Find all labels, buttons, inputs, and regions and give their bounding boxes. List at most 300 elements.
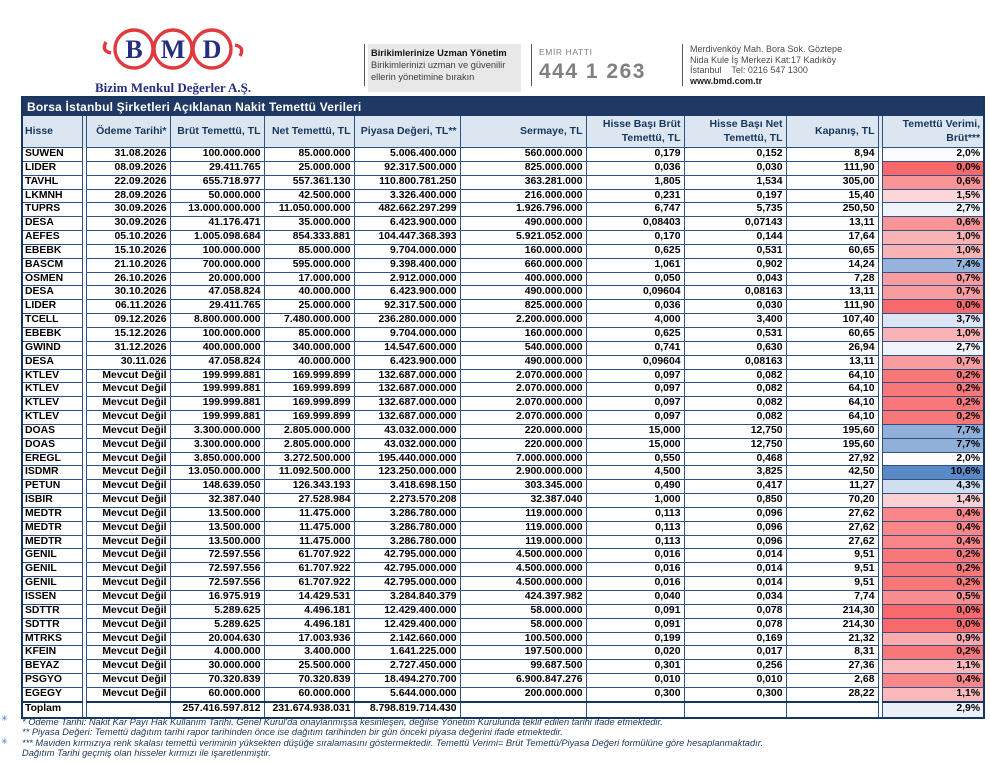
cell-close: 70,20 bbox=[786, 494, 878, 508]
cell-payment-date: 30.09.2026 bbox=[86, 203, 170, 217]
table-row bbox=[22, 383, 984, 397]
cell-ticker: GWIND bbox=[22, 341, 82, 355]
cell-market-cap: 123.250.000.000 bbox=[354, 466, 460, 480]
cell-gross-dividend: 100.000.000 bbox=[170, 244, 264, 258]
cell-gross-per-share: 0,490 bbox=[586, 480, 684, 494]
table-row bbox=[22, 244, 984, 258]
cell-yield: 3,7% bbox=[882, 314, 984, 328]
bmd-logo-icon bbox=[99, 24, 247, 74]
margin-asterisk-icon: ✳ bbox=[1, 714, 8, 723]
cell-capital: 2.070.000.000 bbox=[460, 369, 586, 383]
cell-net-dividend: 35.000.000 bbox=[264, 217, 354, 231]
cell-market-cap: 132.687.000.000 bbox=[354, 383, 460, 397]
cell-ticker: GENIL bbox=[22, 549, 82, 563]
column-header-market-cap: Piyasa Değeri, TL** bbox=[354, 116, 460, 148]
cell-net-dividend: 2.805.000.000 bbox=[264, 438, 354, 452]
cell-ticker: KTLEV bbox=[22, 411, 82, 425]
table-row bbox=[22, 466, 984, 480]
cell-ticker: MEDTR bbox=[22, 507, 82, 521]
cell-net-per-share: 0,014 bbox=[684, 577, 786, 591]
table-title-row bbox=[22, 97, 984, 116]
cell-close: 60,65 bbox=[786, 327, 878, 341]
cell-close: 27,62 bbox=[786, 521, 878, 535]
cell-gross-dividend: 700.000.000 bbox=[170, 258, 264, 272]
cell-yield: 1,0% bbox=[882, 231, 984, 245]
cell-net-per-share: 0,144 bbox=[684, 231, 786, 245]
cell-net-per-share bbox=[684, 702, 786, 718]
cell-ticker: SDTTR bbox=[22, 604, 82, 618]
order-hotline-number: 444 1 263 bbox=[539, 60, 646, 83]
cell-ticker: LIDER bbox=[22, 300, 82, 314]
cell-net-dividend: 60.000.000 bbox=[264, 687, 354, 701]
company-name: Bizim Menkul Değerler A.Ş. bbox=[95, 80, 252, 95]
cell-yield: 10,6% bbox=[882, 466, 984, 480]
cell-net-per-share: 0,08163 bbox=[684, 286, 786, 300]
cell-payment-date: Mevcut Değil bbox=[86, 660, 170, 674]
cell-net-dividend: 42.500.000 bbox=[264, 189, 354, 203]
cell-ticker: GENIL bbox=[22, 577, 82, 591]
cell-gross-dividend: 47.058.824 bbox=[170, 286, 264, 300]
cell-market-cap: 9.398.400.000 bbox=[354, 258, 460, 272]
cell-net-per-share: 0,034 bbox=[684, 591, 786, 605]
cell-gross-per-share: 0,016 bbox=[586, 549, 684, 563]
cell-capital: 4.500.000.000 bbox=[460, 577, 586, 591]
table-row bbox=[22, 577, 984, 591]
cell-gross-per-share: 0,113 bbox=[586, 535, 684, 549]
cell-close: 250,50 bbox=[786, 203, 878, 217]
cell-capital: 490.000.000 bbox=[460, 286, 586, 300]
cell-capital: 119.000.000 bbox=[460, 507, 586, 521]
cell-capital: 160.000.000 bbox=[460, 244, 586, 258]
cell-gross-dividend: 400.000.000 bbox=[170, 341, 264, 355]
cell-market-cap: 2.912.000.000 bbox=[354, 272, 460, 286]
cell-capital: 825.000.000 bbox=[460, 300, 586, 314]
cell-capital: 200.000.000 bbox=[460, 687, 586, 701]
cell-close: 42,50 bbox=[786, 466, 878, 480]
cell-net-dividend: 4.496.181 bbox=[264, 604, 354, 618]
cell-yield: 0,9% bbox=[882, 632, 984, 646]
cell-gross-per-share: 0,113 bbox=[586, 521, 684, 535]
cell-close: 7,28 bbox=[786, 272, 878, 286]
cell-gross-per-share: 0,113 bbox=[586, 507, 684, 521]
cell-net-per-share: 3,400 bbox=[684, 314, 786, 328]
cell-payment-date: 30.09.2026 bbox=[86, 217, 170, 231]
header-divider bbox=[364, 44, 365, 86]
cell-ticker: OSMEN bbox=[22, 272, 82, 286]
table-row bbox=[22, 507, 984, 521]
table-row bbox=[22, 355, 984, 369]
cell-yield: 0,2% bbox=[882, 646, 984, 660]
table-row bbox=[22, 203, 984, 217]
cell-close: 26,94 bbox=[786, 341, 878, 355]
cell-capital: 490.000.000 bbox=[460, 217, 586, 231]
cell-close: 8,31 bbox=[786, 646, 878, 660]
cell-gross-per-share: 6,747 bbox=[586, 203, 684, 217]
cell-ticker: TAVHL bbox=[22, 175, 82, 189]
table-row bbox=[22, 217, 984, 231]
table-row bbox=[22, 341, 984, 355]
cell-net-dividend: 17.000.000 bbox=[264, 272, 354, 286]
cell-capital: 660.000.000 bbox=[460, 258, 586, 272]
table-row bbox=[22, 618, 984, 632]
footnote-line: * Ödeme Tarihi: Nakit Kar Payı Hak Kullanım Tarihi. Genel Kurul'da onaylanmışsa kesinleşen, değilse Yönetim Kurulunda teklif edilen tarihi ifade etmektedir. bbox=[22, 717, 663, 727]
website-link[interactable]: www.bmd.com.tr bbox=[690, 75, 763, 86]
cell-yield: 1,1% bbox=[882, 687, 984, 701]
cell-net-dividend: 3.272.500.000 bbox=[264, 452, 354, 466]
cell-capital: 119.000.000 bbox=[460, 535, 586, 549]
table-row bbox=[22, 411, 984, 425]
cell-payment-date: 31.08.2026 bbox=[86, 148, 170, 162]
cell-capital: 303.345.000 bbox=[460, 480, 586, 494]
cell-market-cap: 14.547.600.000 bbox=[354, 341, 460, 355]
cell-net-dividend: 25.500.000 bbox=[264, 660, 354, 674]
cell-net-dividend: 2.805.000.000 bbox=[264, 424, 354, 438]
table-body bbox=[22, 148, 984, 718]
cell-gross-dividend: 13.000.000.000 bbox=[170, 203, 264, 217]
table-row bbox=[22, 604, 984, 618]
cell-payment-date: 05.10.2026 bbox=[86, 231, 170, 245]
cell-net-per-share: 0,08163 bbox=[684, 355, 786, 369]
address-block bbox=[690, 44, 842, 86]
table-row bbox=[22, 632, 984, 646]
cell-gross-per-share: 0,625 bbox=[586, 244, 684, 258]
cell-payment-date: 08.09.2026 bbox=[86, 161, 170, 175]
cell-gross-per-share: 0,097 bbox=[586, 397, 684, 411]
cell-capital: 4.500.000.000 bbox=[460, 549, 586, 563]
cell-gross-per-share: 0,036 bbox=[586, 161, 684, 175]
cell-close: 7,74 bbox=[786, 591, 878, 605]
table-row bbox=[22, 369, 984, 383]
table-row bbox=[22, 535, 984, 549]
cell-net-per-share: 0,082 bbox=[684, 369, 786, 383]
cell-net-per-share: 0,078 bbox=[684, 618, 786, 632]
cell-capital: 2.200.000.000 bbox=[460, 314, 586, 328]
cell-net-dividend: 854.333.881 bbox=[264, 231, 354, 245]
cell-gross-per-share: 0,040 bbox=[586, 591, 684, 605]
cell-capital: 2.070.000.000 bbox=[460, 397, 586, 411]
cell-net-dividend: 557.361.130 bbox=[264, 175, 354, 189]
cell-ticker: ISBIR bbox=[22, 494, 82, 508]
cell-ticker: AEFES bbox=[22, 231, 82, 245]
cell-close: 64,10 bbox=[786, 369, 878, 383]
cell-payment-date: Mevcut Değil bbox=[86, 604, 170, 618]
cell-net-per-share: 0,082 bbox=[684, 383, 786, 397]
cell-payment-date: Mevcut Değil bbox=[86, 674, 170, 688]
cell-yield: 0,4% bbox=[882, 521, 984, 535]
table-row bbox=[22, 674, 984, 688]
cell-market-cap: 482.662.297.299 bbox=[354, 203, 460, 217]
cell-ticker: PETUN bbox=[22, 480, 82, 494]
svg-text:B: B bbox=[124, 35, 143, 64]
cell-payment-date: Mevcut Değil bbox=[86, 397, 170, 411]
cell-yield: 0,2% bbox=[882, 383, 984, 397]
footnote-line: ** Piyasa Değeri: Temettü dağıtım tarihi rapor tarihinden önce ise dağıtım tarihinden bir gün önceki piyasa değerini ifade etmektedir. bbox=[22, 727, 563, 738]
cell-net-per-share: 5,735 bbox=[684, 203, 786, 217]
cell-net-dividend: 11.475.000 bbox=[264, 521, 354, 535]
cell-market-cap: 3.286.780.000 bbox=[354, 507, 460, 521]
cell-gross-dividend: 41.176.471 bbox=[170, 217, 264, 231]
cell-gross-per-share: 0,199 bbox=[586, 632, 684, 646]
cell-market-cap: 3.326.400.000 bbox=[354, 189, 460, 203]
footnote-line: Dağıtım Tarihi geçmiş olan hisseler kırmızı ile işaretlenmiştir. bbox=[22, 748, 271, 759]
cell-payment-date: 22.09.2026 bbox=[86, 175, 170, 189]
table-row bbox=[22, 452, 984, 466]
cell-gross-dividend: 199.999.881 bbox=[170, 383, 264, 397]
cell-capital: 2.070.000.000 bbox=[460, 383, 586, 397]
cell-ticker: DOAS bbox=[22, 438, 82, 452]
cell-market-cap: 3.284.840.379 bbox=[354, 591, 460, 605]
cell-gross-per-share: 0,097 bbox=[586, 411, 684, 425]
cell-close: 9,51 bbox=[786, 549, 878, 563]
table-row bbox=[22, 660, 984, 674]
cell-capital: 58.000.000 bbox=[460, 618, 586, 632]
column-header-ticker: Hisse bbox=[22, 116, 82, 148]
cell-ticker: KTLEV bbox=[22, 397, 82, 411]
cell-net-dividend: 4.496.181 bbox=[264, 618, 354, 632]
cell-gross-dividend: 1.005.098.684 bbox=[170, 231, 264, 245]
cell-yield: 1,5% bbox=[882, 189, 984, 203]
cell-close: 64,10 bbox=[786, 397, 878, 411]
cell-gross-per-share: 0,036 bbox=[586, 300, 684, 314]
column-header-net-per-share: Hisse Başı Net Temettü, TL bbox=[684, 116, 786, 148]
cell-net-per-share: 0,043 bbox=[684, 272, 786, 286]
cell-payment-date: Mevcut Değil bbox=[86, 438, 170, 452]
cell-close: 107,40 bbox=[786, 314, 878, 328]
cell-net-per-share: 0,014 bbox=[684, 563, 786, 577]
cell-payment-date: 09.12.2026 bbox=[86, 314, 170, 328]
header-divider bbox=[531, 44, 532, 86]
table-head bbox=[22, 97, 984, 148]
slogan-block bbox=[368, 44, 521, 92]
order-hotline-label: EMİR HATTI bbox=[539, 47, 593, 57]
table-row bbox=[22, 286, 984, 300]
cell-capital bbox=[460, 702, 586, 718]
cell-capital: 2.900.000.000 bbox=[460, 466, 586, 480]
table-row bbox=[22, 161, 984, 175]
cell-capital: 2.070.000.000 bbox=[460, 411, 586, 425]
cell-payment-date: Mevcut Değil bbox=[86, 383, 170, 397]
cell-close: 8,94 bbox=[786, 148, 878, 162]
cell-yield: 0,2% bbox=[882, 397, 984, 411]
cell-close: 111,90 bbox=[786, 161, 878, 175]
cell-ticker: MEDTR bbox=[22, 521, 82, 535]
cell-yield: 0,0% bbox=[882, 161, 984, 175]
cell-gross-per-share: 0,741 bbox=[586, 341, 684, 355]
cell-net-dividend: 340.000.000 bbox=[264, 341, 354, 355]
column-header-payment-date: Ödeme Tarihi* bbox=[86, 116, 170, 148]
cell-gross-dividend: 72.597.556 bbox=[170, 563, 264, 577]
table-row bbox=[22, 327, 984, 341]
cell-ticker: DESA bbox=[22, 355, 82, 369]
cell-net-dividend: 27.528.984 bbox=[264, 494, 354, 508]
cell-net-dividend: 61.707.922 bbox=[264, 577, 354, 591]
cell-market-cap: 3.286.780.000 bbox=[354, 521, 460, 535]
table-row bbox=[22, 424, 984, 438]
bmd-logo bbox=[95, 24, 250, 96]
footnote-line: *** Maviden kırmızıya renk skalası temettü veriminin yüksekten düşüğe sıralamasını göstermektedir. Temettü Verimi= Brüt Temettü/Piyasa Değeri formülüne göre hesaplanmaktadır. bbox=[22, 737, 764, 748]
cell-close: 9,51 bbox=[786, 577, 878, 591]
column-header-capital: Sermaye, TL bbox=[460, 116, 586, 148]
cell-ticker: ISSEN bbox=[22, 591, 82, 605]
cell-net-dividend: 40.000.000 bbox=[264, 286, 354, 300]
cell-ticker: MTRKS bbox=[22, 632, 82, 646]
cell-gross-dividend: 655.718.977 bbox=[170, 175, 264, 189]
cell-net-dividend: 169.999.899 bbox=[264, 411, 354, 425]
cell-yield: 0,0% bbox=[882, 618, 984, 632]
table-row bbox=[22, 397, 984, 411]
cell-yield: 1,1% bbox=[882, 660, 984, 674]
cell-gross-dividend: 72.597.556 bbox=[170, 577, 264, 591]
cell-yield: 0,4% bbox=[882, 535, 984, 549]
cell-payment-date: Mevcut Değil bbox=[86, 424, 170, 438]
cell-net-per-share: 0,030 bbox=[684, 161, 786, 175]
cell-gross-per-share: 0,020 bbox=[586, 646, 684, 660]
cell-net-per-share: 12,750 bbox=[684, 424, 786, 438]
cell-gross-per-share: 15,000 bbox=[586, 438, 684, 452]
cell-payment-date: Mevcut Değil bbox=[86, 632, 170, 646]
cell-payment-date: 26.10.2026 bbox=[86, 272, 170, 286]
cell-net-per-share: 0,017 bbox=[684, 646, 786, 660]
cell-gross-per-share: 0,09604 bbox=[586, 355, 684, 369]
column-header-gross-per-share: Hisse Başı Brüt Temettü, TL bbox=[586, 116, 684, 148]
cell-ticker: BEYAZ bbox=[22, 660, 82, 674]
cell-gross-per-share: 0,097 bbox=[586, 383, 684, 397]
cell-ticker: SUWEN bbox=[22, 148, 82, 162]
cell-market-cap: 92.317.500.000 bbox=[354, 300, 460, 314]
cell-ticker: EBEBK bbox=[22, 244, 82, 258]
cell-payment-date: 21.10.2026 bbox=[86, 258, 170, 272]
cell-capital: 220.000.000 bbox=[460, 438, 586, 452]
cell-capital: 99.687.500 bbox=[460, 660, 586, 674]
cell-net-dividend: 17.003.936 bbox=[264, 632, 354, 646]
cell-gross-dividend: 32.387.040 bbox=[170, 494, 264, 508]
slogan-title: Birikimlerinize Uzman Yönetim bbox=[371, 48, 507, 58]
cell-gross-dividend: 100.000.000 bbox=[170, 148, 264, 162]
cell-capital: 5.921.052.000 bbox=[460, 231, 586, 245]
table-row bbox=[22, 314, 984, 328]
cell-gross-per-share: 0,091 bbox=[586, 618, 684, 632]
cell-yield: 0,4% bbox=[882, 507, 984, 521]
cell-market-cap: 6.423.900.000 bbox=[354, 286, 460, 300]
cell-close: 64,10 bbox=[786, 383, 878, 397]
cell-payment-date: 30.11.026 bbox=[86, 355, 170, 369]
cell-gross-dividend: 47.058.824 bbox=[170, 355, 264, 369]
table-row bbox=[22, 563, 984, 577]
cell-net-dividend: 14.429.531 bbox=[264, 591, 354, 605]
cell-net-per-share: 0,169 bbox=[684, 632, 786, 646]
cell-market-cap: 3.418.698.150 bbox=[354, 480, 460, 494]
cell-yield: 0,2% bbox=[882, 411, 984, 425]
dividend-table bbox=[21, 96, 985, 719]
cell-market-cap: 132.687.000.000 bbox=[354, 369, 460, 383]
cell-net-per-share: 0,030 bbox=[684, 300, 786, 314]
cell-close: 60,65 bbox=[786, 244, 878, 258]
address-line: Nida Kule İş Merkezi Kat:17 Kadıköy bbox=[690, 54, 837, 65]
cell-market-cap: 236.280.000.000 bbox=[354, 314, 460, 328]
cell-net-dividend: 231.674.938.031 bbox=[264, 702, 354, 718]
cell-yield: 0,6% bbox=[882, 175, 984, 189]
cell-ticker: DESA bbox=[22, 286, 82, 300]
cell-gross-per-share: 0,016 bbox=[586, 563, 684, 577]
table-row bbox=[22, 300, 984, 314]
cell-net-dividend: 85.000.000 bbox=[264, 244, 354, 258]
cell-gross-dividend: 13.500.000 bbox=[170, 521, 264, 535]
cell-yield: 1,4% bbox=[882, 494, 984, 508]
cell-close: 14,24 bbox=[786, 258, 878, 272]
cell-market-cap: 5.644.000.000 bbox=[354, 687, 460, 701]
cell-gross-dividend: 20.004.630 bbox=[170, 632, 264, 646]
cell-ticker: DOAS bbox=[22, 424, 82, 438]
column-header-row bbox=[22, 116, 984, 148]
slogan-line: Birikimlerinizi uzman ve güvenilir bbox=[371, 60, 506, 70]
cell-gross-per-share: 1,000 bbox=[586, 494, 684, 508]
cell-yield: 1,0% bbox=[882, 244, 984, 258]
cell-net-dividend: 3.400.000 bbox=[264, 646, 354, 660]
cell-net-dividend: 11.050.000.000 bbox=[264, 203, 354, 217]
cell-yield: 2,7% bbox=[882, 341, 984, 355]
cell-close: 13,11 bbox=[786, 355, 878, 369]
cell-capital: 7.000.000.000 bbox=[460, 452, 586, 466]
cell-yield: 0,7% bbox=[882, 355, 984, 369]
cell-net-dividend: 169.999.899 bbox=[264, 383, 354, 397]
cell-net-dividend: 169.999.899 bbox=[264, 397, 354, 411]
cell-ticker: SDTTR bbox=[22, 618, 82, 632]
cell-capital: 160.000.000 bbox=[460, 327, 586, 341]
cell-capital: 119.000.000 bbox=[460, 521, 586, 535]
cell-ticker: KTLEV bbox=[22, 383, 82, 397]
cell-close: 27,62 bbox=[786, 535, 878, 549]
cell-net-dividend: 169.999.899 bbox=[264, 369, 354, 383]
cell-yield: 0,7% bbox=[882, 286, 984, 300]
cell-close: 195,60 bbox=[786, 438, 878, 452]
cell-yield: 7,7% bbox=[882, 424, 984, 438]
cell-net-dividend: 85.000.000 bbox=[264, 148, 354, 162]
cell-net-dividend: 40.000.000 bbox=[264, 355, 354, 369]
cell-gross-per-share: 15,000 bbox=[586, 424, 684, 438]
cell-net-dividend: 126.343.193 bbox=[264, 480, 354, 494]
cell-market-cap: 43.032.000.000 bbox=[354, 438, 460, 452]
cell-close: 17,64 bbox=[786, 231, 878, 245]
cell-gross-dividend: 20.000.000 bbox=[170, 272, 264, 286]
cell-market-cap: 9.704.000.000 bbox=[354, 327, 460, 341]
cell-net-per-share: 0,07143 bbox=[684, 217, 786, 231]
column-header-yield: Temettü Verimi, Brüt*** bbox=[882, 116, 984, 148]
cell-close: 305,00 bbox=[786, 175, 878, 189]
cell-net-per-share: 0,082 bbox=[684, 397, 786, 411]
table-row bbox=[22, 591, 984, 605]
cell-yield: 0,2% bbox=[882, 369, 984, 383]
cell-payment-date: Mevcut Değil bbox=[86, 507, 170, 521]
table-row bbox=[22, 189, 984, 203]
cell-close: 21,32 bbox=[786, 632, 878, 646]
cell-yield: 0,5% bbox=[882, 591, 984, 605]
cell-gross-dividend: 199.999.881 bbox=[170, 411, 264, 425]
cell-capital: 825.000.000 bbox=[460, 161, 586, 175]
cell-yield: 7,4% bbox=[882, 258, 984, 272]
cell-net-per-share: 0,096 bbox=[684, 521, 786, 535]
svg-text:M: M bbox=[160, 35, 185, 64]
table-row bbox=[22, 521, 984, 535]
cell-gross-dividend: 8.800.000.000 bbox=[170, 314, 264, 328]
column-header-close: Kapanış, TL bbox=[786, 116, 878, 148]
cell-yield: 0,2% bbox=[882, 577, 984, 591]
total-row bbox=[22, 702, 984, 718]
cell-payment-date: 31.12.2026 bbox=[86, 341, 170, 355]
cell-market-cap: 12.429.400.000 bbox=[354, 618, 460, 632]
cell-close: 27,62 bbox=[786, 507, 878, 521]
cell-close: 27,36 bbox=[786, 660, 878, 674]
cell-net-per-share: 0,417 bbox=[684, 480, 786, 494]
